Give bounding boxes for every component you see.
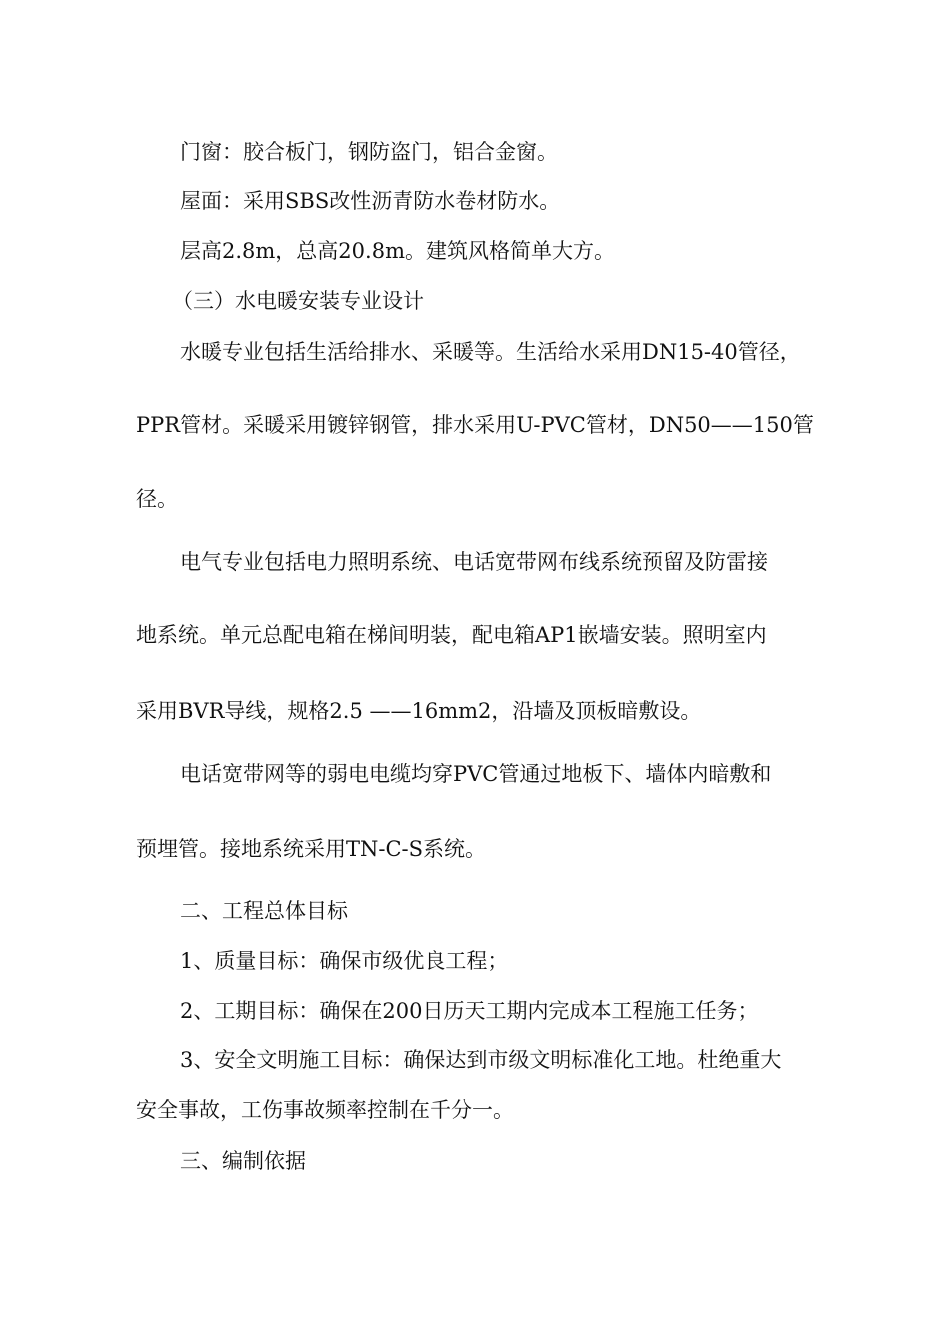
- section-heading-overall-goals: 二、工程总体目标: [180, 899, 348, 923]
- paragraph-plumbing-line-1: 水暖专业包括生活给排水、采暖等。生活给水采用DN15-40管径，: [180, 340, 801, 364]
- goal-schedule: 2、工期目标：确保在200日历天工期内完成本工程施工任务；: [180, 999, 759, 1023]
- paragraph-doors-windows: 门窗：胶合板门，钢防盗门，铝合金窗。: [180, 140, 558, 164]
- paragraph-electrical-line-2: 地系统。单元总配电箱在梯间明装，配电箱AP1嵌墙安装。照明室内: [136, 623, 767, 647]
- paragraph-plumbing-line-3: 径。: [136, 487, 178, 511]
- goal-quality: 1、质量目标：确保市级优良工程；: [180, 949, 509, 973]
- paragraph-floor-height: 层高2.8m，总高20.8m。建筑风格简单大方。: [180, 239, 615, 263]
- paragraph-weak-current-line-1: 电话宽带网等的弱电电缆均穿PVC管通过地板下、墙体内暗敷和: [180, 762, 772, 786]
- paragraph-weak-current-line-2: 预埋管。接地系统采用TN-C-S系统。: [136, 837, 487, 861]
- goal-safety-line-2: 安全事故，工伤事故频率控制在千分一。: [136, 1098, 514, 1122]
- paragraph-electrical-line-1: 电气专业包括电力照明系统、电话宽带网布线系统预留及防雷接: [180, 550, 768, 574]
- goal-safety-line-1: 3、安全文明施工目标：确保达到市级文明标准化工地。杜绝重大: [180, 1048, 782, 1072]
- paragraph-roof: 屋面：采用SBS改性沥青防水卷材防水。: [180, 189, 561, 213]
- section-heading-water-electric-heating: （三）水电暖安装专业设计: [172, 289, 424, 313]
- paragraph-plumbing-line-2: PPR管材。采暖采用镀锌钢管，排水采用U-PVC管材，DN50——150管: [136, 413, 814, 437]
- paragraph-electrical-line-3: 采用BVR导线，规格2.5 ——16mm2，沿墙及顶板暗敷设。: [136, 699, 702, 723]
- section-heading-basis: 三、编制依据: [180, 1149, 306, 1173]
